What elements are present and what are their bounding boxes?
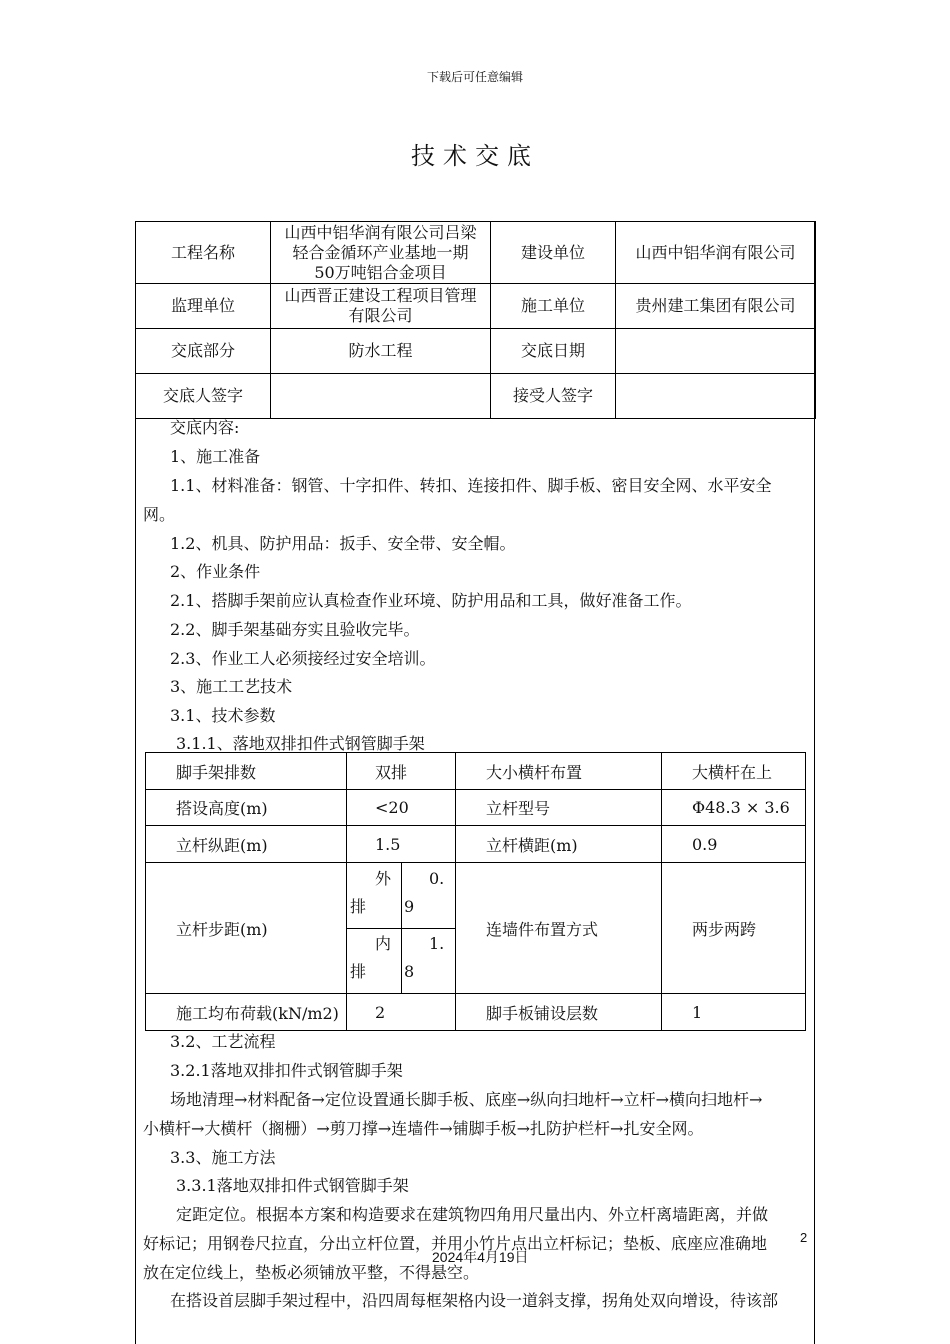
date-value — [616, 329, 816, 374]
outer-row-label: 排 — [350, 897, 367, 916]
contractor-value: 贵州建工集团有限公司 — [616, 284, 816, 329]
builder-value: 山西中铝华润有限公司 — [616, 222, 816, 284]
table-row — [136, 222, 816, 284]
paragraph-line: 2.1、搭脚手架前应认真检查作业环境、防护用品和工具，做好准备工作。 — [170, 591, 692, 610]
table-cell: 施工均布荷载(kN/m2) — [146, 994, 347, 1031]
paragraph-line: 2.2、脚手架基础夯实且验收完毕。 — [170, 620, 420, 639]
supervisor-line: 山西晋正建设工程项目管理 — [284, 286, 477, 305]
part-value: 防水工程 — [271, 329, 491, 374]
supervisor-value — [271, 284, 491, 329]
table-cell: <20 — [347, 790, 456, 826]
header-note: 下载后可任意编辑 — [426, 70, 523, 84]
table-cell: 0.9 — [662, 826, 806, 863]
signer-label: 交底人签字 — [136, 374, 271, 419]
paragraph-line: 场地清理→材料配备→定位设置通长脚手板、底座→纵向扫地杆→立杆→横向扫地杆→ — [170, 1090, 763, 1109]
table-cell: 立杆型号 — [456, 790, 662, 826]
subsection-heading: 3.3、施工方法 — [170, 1148, 276, 1167]
table-cell: 脚手架排数 — [146, 753, 347, 790]
table-cell: 大横杆在上 — [662, 753, 806, 790]
section-heading: 2、作业条件 — [170, 562, 261, 581]
section-heading: 1、施工准备 — [170, 447, 261, 466]
table-cell: 双排 — [347, 753, 456, 790]
paragraph-line: 定距定位。根据本方案和构造要求在建筑物四角用尺量出内、外立杆离墙距离，并做 — [176, 1205, 769, 1224]
date-label: 交底日期 — [491, 329, 616, 374]
table-row — [136, 284, 816, 329]
page-number: 2 — [800, 1230, 808, 1245]
project-name-label: 工程名称 — [136, 222, 271, 284]
outer-row-label: 外 — [375, 869, 392, 888]
paragraph-line: 小横杆→大横杆（搁栅）→剪刀撑→连墙件→铺脚手板→扎防护栏杆→扎安全网。 — [143, 1119, 704, 1138]
paragraph-line: 1.2、机具、防护用品：扳手、安全带、安全帽。 — [170, 534, 516, 553]
table-cell: 两步两跨 — [662, 863, 806, 994]
paragraph-line: 1.1、材料准备：钢管、十字扣件、转扣、连接扣件、脚手板、密目安全网、水平安全 — [170, 476, 772, 495]
receiver-label: 接受人签字 — [491, 374, 616, 419]
subsection-heading: 3.2、工艺流程 — [170, 1032, 276, 1051]
contractor-label: 施工单位 — [491, 284, 616, 329]
signer-value — [271, 374, 491, 419]
outer-row-value: 9 — [404, 897, 415, 916]
inner-row-value: 1. — [429, 934, 445, 953]
footer-date: 2024年4月19日 — [432, 1249, 529, 1265]
content-heading: 交底内容: — [170, 418, 240, 437]
subsection-heading: 3.3.1落地双排扣件式钢管脚手架 — [176, 1176, 409, 1195]
table-row — [146, 863, 806, 994]
supervisor-label: 监理单位 — [136, 284, 271, 329]
table-cell: 1 — [662, 994, 806, 1031]
paragraph-line: 在搭设首层脚手架过程中，沿四周每框架格内设一道斜支撑，拐角处双向增设，待该部 — [170, 1291, 779, 1310]
project-name-value — [271, 222, 491, 284]
table-row — [146, 994, 806, 1031]
table-cell: 立杆步距(m) — [146, 863, 347, 994]
paragraph-line: 放在定位线上，垫板必须铺放平整，不得悬空。 — [143, 1263, 480, 1282]
paragraph-line: 好标记；用钢卷尺拉直，分出立杆位置，并用小竹片点出立杆标记；垫板、底座应准确地 — [143, 1234, 768, 1253]
table-cell: 搭设高度(m) — [146, 790, 347, 826]
builder-label: 建设单位 — [491, 222, 616, 284]
subsection-heading: 3.1、技术参数 — [170, 706, 276, 725]
table-row — [146, 790, 806, 826]
project-name-line: 50万吨铝合金项目 — [314, 262, 447, 282]
table-cell: 立杆横距(m) — [456, 826, 662, 863]
table-cell: Φ48.3 × 3.6 — [662, 790, 806, 826]
section-heading: 3、施工工艺技术 — [170, 677, 293, 696]
project-name-line: 轻合金循环产业基地一期 — [292, 242, 469, 262]
table-row — [136, 329, 816, 374]
part-label: 交底部分 — [136, 329, 271, 374]
table-row — [136, 374, 816, 419]
subsection-heading: 3.2.1落地双排扣件式钢管脚手架 — [170, 1061, 403, 1080]
outer-row-value: 0. — [429, 869, 445, 888]
paragraph-line: 2.3、作业工人必须接经过安全培训。 — [170, 649, 436, 668]
project-info-table — [135, 221, 816, 419]
table-row — [146, 753, 806, 790]
scaffold-parameter-table — [145, 752, 806, 1031]
table-cell: 大小横杆布置 — [456, 753, 662, 790]
table-cell: 脚手板铺设层数 — [456, 994, 662, 1031]
step-spacing-cell — [347, 863, 456, 994]
subsection-heading: 3.1.1、落地双排扣件式钢管脚手架 — [176, 734, 425, 753]
table-cell: 2 — [347, 994, 456, 1031]
table-cell: 连墙件布置方式 — [456, 863, 662, 994]
receiver-value — [616, 374, 816, 419]
inner-row-value: 8 — [404, 962, 415, 981]
supervisor-line: 有限公司 — [348, 306, 413, 325]
project-name-line: 山西中铝华润有限公司吕梁 — [284, 222, 477, 242]
table-row — [146, 826, 806, 863]
table-cell: 立杆纵距(m) — [146, 826, 347, 863]
table-cell: 1.5 — [347, 826, 456, 863]
inner-row-label: 排 — [350, 962, 367, 981]
document-title: 技术交底 — [411, 142, 539, 170]
paragraph-line: 网。 — [143, 505, 176, 524]
inner-row-label: 内 — [375, 934, 392, 953]
